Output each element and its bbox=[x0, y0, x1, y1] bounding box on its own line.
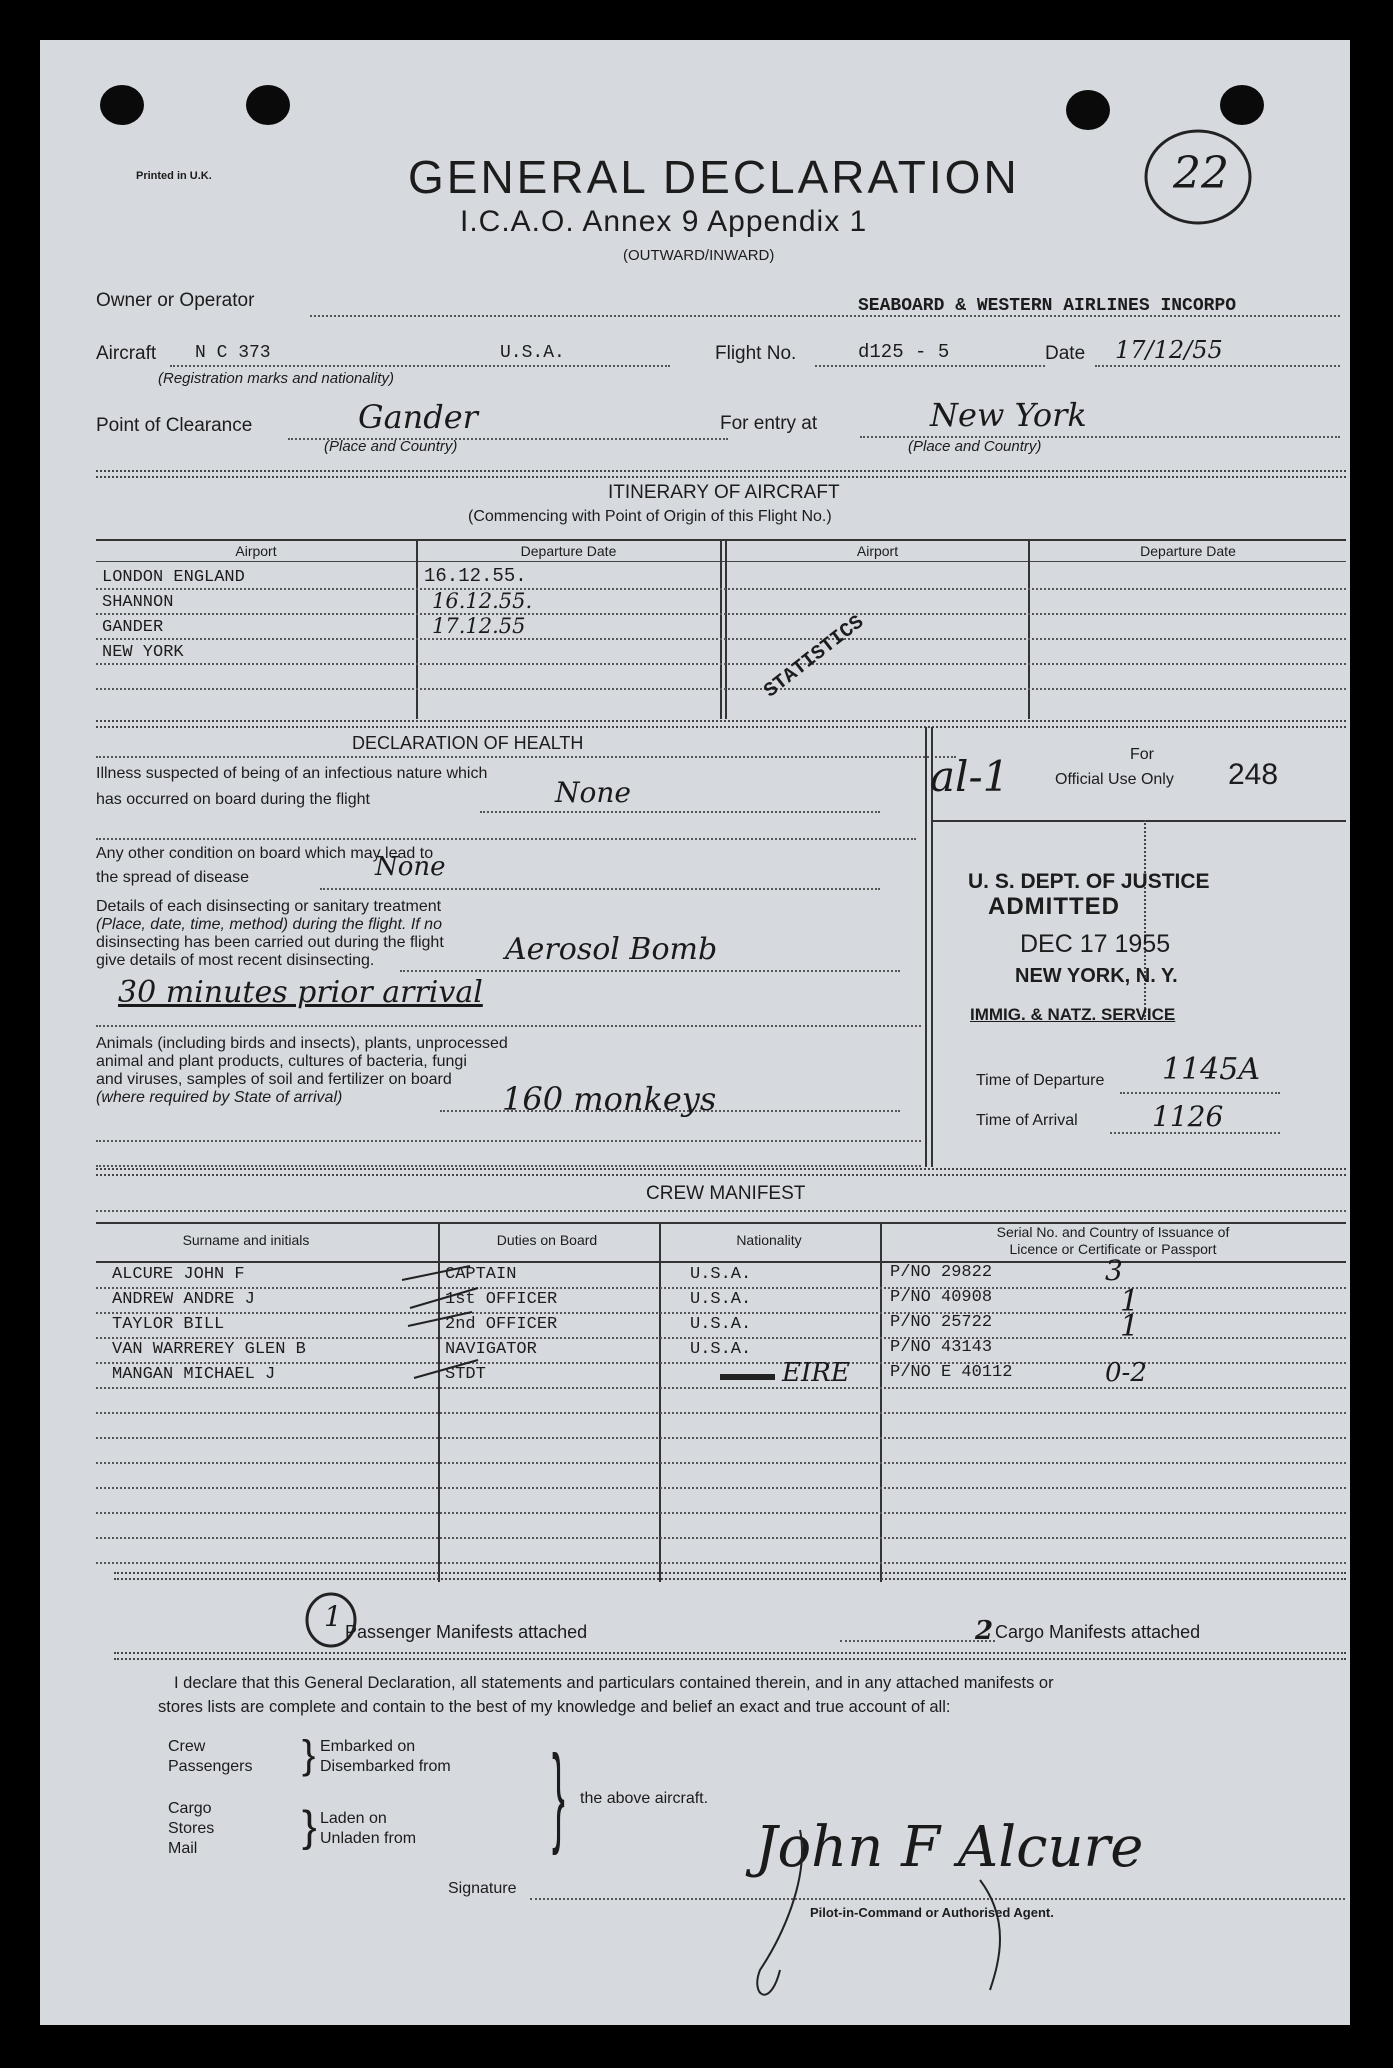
health-question-4c: and viruses, samples of soil and fertilizer on board bbox=[96, 1071, 452, 1088]
cargo-word: Cargo bbox=[168, 1800, 212, 1817]
health-question-3c: disinsecting has been carried out during the flight bbox=[96, 934, 444, 951]
official-number: 248 bbox=[1228, 758, 1279, 791]
itinerary-airport: GANDER bbox=[102, 618, 164, 637]
crew-mark: 0-2 bbox=[1105, 1358, 1147, 1388]
punch-hole bbox=[100, 85, 144, 125]
stamp-admitted: ADMITTED bbox=[988, 893, 1120, 920]
crew-serial: P/NO 25722 bbox=[890, 1313, 993, 1332]
itinerary-title: ITINERARY OF AIRCRAFT bbox=[608, 482, 840, 503]
disembarked-word: Disembarked from bbox=[320, 1758, 451, 1775]
crew-serial: P/NO 40908 bbox=[890, 1288, 993, 1307]
clearance-value: Gander bbox=[358, 398, 478, 436]
crew-duty: 2nd OFFICER bbox=[445, 1315, 558, 1334]
statistics-stamp: STATISTICS bbox=[760, 611, 869, 704]
declaration-line-1: I declare that this General Declaration, all statements and particulars contained therein, and in any attached manifests or bbox=[174, 1674, 1054, 1692]
crew-duty: STDT bbox=[445, 1365, 486, 1384]
entry-value: New York bbox=[930, 396, 1087, 434]
crew-mark: 1 bbox=[1120, 1309, 1140, 1344]
health-question-4b: animal and plant products, cultures of bacteria, fungi bbox=[96, 1053, 467, 1070]
stamp-dept: U. S. DEPT. OF JUSTICE bbox=[968, 870, 1210, 893]
health-answer-3b: 30 minutes prior arrival bbox=[118, 975, 483, 1010]
official-handwritten: al-1 bbox=[930, 752, 1010, 801]
crew-header-serial-2: Licence or Certificate or Passport bbox=[1009, 1241, 1217, 1257]
health-question-1b: has occurred on board during the flight bbox=[96, 791, 370, 808]
form-title: GENERAL DECLARATION bbox=[408, 151, 1020, 203]
crew-serial: P/NO E 40112 bbox=[890, 1363, 1013, 1382]
departure-value: 1145A bbox=[1162, 1052, 1261, 1087]
aircraft-nationality: U.S.A. bbox=[500, 343, 565, 363]
punch-hole bbox=[246, 85, 290, 125]
crew-header-serial: Serial No. and Country of Issuance of bbox=[996, 1224, 1230, 1240]
pilot-signature: John F Alcure bbox=[755, 1815, 1144, 1880]
passengers-word: Passengers bbox=[168, 1758, 253, 1775]
health-question-3d: give details of most recent disinsecting. bbox=[96, 952, 375, 969]
stamp-service: IMMIG. & NATZ. SERVICE bbox=[970, 1005, 1176, 1024]
page-number: 22 bbox=[1173, 148, 1229, 199]
unladen-word: Unladen from bbox=[320, 1830, 417, 1847]
health-question-3: Details of each disinsecting or sanitary treatment bbox=[96, 898, 442, 915]
itinerary-header-date-2: Departure Date bbox=[1140, 543, 1236, 559]
crew-nationality: EIRE bbox=[782, 1358, 850, 1388]
itinerary-header-airport: Airport bbox=[235, 543, 277, 559]
itinerary-subtitle: (Commencing with Point of Origin of this Flight No.) bbox=[468, 508, 832, 525]
health-question-3b: (Place, date, time, method) during the flight. If no bbox=[96, 916, 442, 933]
strike-through bbox=[720, 1374, 775, 1380]
crew-name: ALCURE JOHN F bbox=[112, 1265, 245, 1284]
itinerary-date: 16.12.55. bbox=[424, 565, 527, 587]
crew-header-duties: Duties on Board bbox=[496, 1232, 598, 1248]
declaration-form: Printed in U.K. GENERAL DECLARATION I.C.A.O. Annex 9 Appendix 1 (OUTWARD/INWARD) 22 Owner or Operator SEABOARD & WESTERN AIRLINES INCORPO Aircraft N C 373 U.S.A. (Registration marks and nationality) Flight No. d125 - 5 Date 17/12/55 Point of Clearance Gander (Place and Country) For entry at New York (Place and Country) ITINERARY OF AIRCRAFT (Commencing with Point of Origin of this Flight No.) Airport Departure Date Airport Departure Date LONDON ENGLAND 16.12.55. SHANNON 16.12.55. GANDER 17.12.55 NEW YORK STATISTICS DECLARATION OF HEALTH Illness suspected of being of an infectious nature which has occurred on board during the flight None Any other condition on board which may lead to the spread of disease None Details of each disinsecting or sanitary treatment (Place, date, time, method) during the flight. If no disinsecting has been carried out during the flight give details of most recent disinsecting. Aerosol Bomb 30 minutes prior arrival Animals (including birds and insects), plants, unprocessed animal and plant products, cultures of bacteria, fungi and viruses, samples of soil and fertilizer on board (where required by State of arrival) 160 monkeys al-1 For Official Use Only 248 U. S. DEPT. OF JUSTICE ADMITTED DEC 17 1955 NEW YORK, N. Y. IMMIG. & NATZ. SERVICE Time of Departure 1145A Time of Arrival 1126 CREW MANIFEST Surname and initials Duties on Board Nationality Serial No. and Country of Issuance of Licence or Certificate or Passport ALCURE JOHN F CAPTAIN U.S.A. P/NO 29822 3 ANDREW ANDRE J 1st OFFICER U.S.A. P/NO 40908 1 TAYLOR BILL 2nd OFFICER U.S.A. P/NO 25722 1 VAN WARREREY GLEN B NAVIGATOR U.S.A. P/NO 43143 MANGAN MICHAEL J STDT EIRE P/NO E 40112 0-2 1 Passenger Manifests attached 2 Cargo Manifests attached I declare that this General Declaration, all statements and particulars contained therein, and in any attached manifests or stores lists are complete and contain to the best of my knowledge and belief an exact and true account of all: Crew Passengers } Embarked on Disembarked from Cargo Stores Mail } Laden on Unladen from } the above aircraft. Signature John F Alcure Pilot-in-Command or Authorised Agent. bbox=[40, 40, 1350, 2025]
crew-mark: 3 bbox=[1105, 1254, 1123, 1287]
crew-duty: NAVIGATOR bbox=[445, 1340, 537, 1359]
crew-mark: 1 bbox=[1120, 1284, 1140, 1319]
form-subtitle: I.C.A.O. Annex 9 Appendix 1 bbox=[460, 205, 868, 238]
arrival-label: Time of Arrival bbox=[976, 1112, 1078, 1129]
aircraft-label: Aircraft bbox=[96, 343, 157, 364]
health-answer-1: None bbox=[555, 776, 631, 809]
crew-duty: CAPTAIN bbox=[445, 1265, 517, 1284]
above-aircraft: the above aircraft. bbox=[580, 1790, 709, 1807]
declaration-line-2: stores lists are complete and contain to the best of my knowledge and belief an exact and true account of all: bbox=[158, 1698, 951, 1716]
aircraft-caption: (Registration marks and nationality) bbox=[158, 370, 394, 387]
health-question-2: Any other condition on board which may lead to bbox=[96, 845, 434, 862]
stamp-date: DEC 17 1955 bbox=[1020, 930, 1171, 958]
departure-label: Time of Departure bbox=[976, 1072, 1105, 1089]
health-question-1: Illness suspected of being of an infectious nature which bbox=[96, 765, 488, 782]
health-question-4d: (where required by State of arrival) bbox=[96, 1089, 343, 1106]
itinerary-date: 16.12.55. bbox=[432, 589, 533, 613]
itinerary-date: 17.12.55 bbox=[432, 614, 526, 638]
crew-nationality: U.S.A. bbox=[690, 1265, 752, 1284]
itinerary-header-date: Departure Date bbox=[520, 543, 617, 559]
entry-label: For entry at bbox=[720, 413, 818, 434]
crew-serial: P/NO 43143 bbox=[890, 1338, 993, 1357]
owner-value: SEABOARD & WESTERN AIRLINES INCORPO bbox=[858, 296, 1237, 316]
health-answer-2: None bbox=[375, 852, 446, 882]
signature-flourish bbox=[740, 1820, 1040, 2020]
crew-word: Crew bbox=[168, 1738, 206, 1755]
crew-nationality: U.S.A. bbox=[690, 1290, 752, 1309]
cargo-count: 2 bbox=[975, 1616, 994, 1646]
embarked-word: Embarked on bbox=[320, 1738, 416, 1755]
pilot-caption: Pilot-in-Command or Authorised Agent. bbox=[810, 1905, 1054, 1920]
crew-name: MANGAN MICHAEL J bbox=[112, 1365, 276, 1384]
check-marks bbox=[400, 1248, 510, 1388]
stores-word: Stores bbox=[168, 1820, 215, 1837]
health-title: DECLARATION OF HEALTH bbox=[352, 733, 584, 753]
crew-title: CREW MANIFEST bbox=[646, 1183, 806, 1204]
crew-name: TAYLOR BILL bbox=[112, 1315, 225, 1334]
crew-name: ANDREW ANDRE J bbox=[112, 1290, 255, 1309]
itinerary-airport: SHANNON bbox=[102, 593, 174, 612]
date-value: 17/12/55 bbox=[1115, 336, 1223, 364]
flight-label: Flight No. bbox=[715, 343, 797, 364]
passenger-manifest-label: Passenger Manifests attached bbox=[345, 1622, 588, 1642]
itinerary-airport: NEW YORK bbox=[102, 643, 184, 662]
crew-duty: 1st OFFICER bbox=[445, 1290, 558, 1309]
itinerary-airport: LONDON ENGLAND bbox=[102, 568, 245, 587]
crew-nationality: U.S.A. bbox=[690, 1340, 752, 1359]
arrival-value: 1126 bbox=[1152, 1100, 1224, 1133]
direction-note: (OUTWARD/INWARD) bbox=[623, 247, 775, 264]
crew-header-name: Surname and initials bbox=[182, 1232, 310, 1248]
clearance-label: Point of Clearance bbox=[96, 415, 253, 436]
crew-nationality: U.S.A. bbox=[690, 1315, 752, 1334]
owner-label: Owner or Operator bbox=[96, 290, 255, 311]
health-question-2b: the spread of disease bbox=[96, 869, 249, 886]
crew-header-nationality: Nationality bbox=[736, 1232, 802, 1248]
punch-hole bbox=[1220, 85, 1264, 125]
clearance-caption: (Place and Country) bbox=[324, 438, 458, 455]
entry-caption: (Place and Country) bbox=[908, 438, 1042, 455]
laden-word: Laden on bbox=[320, 1810, 387, 1827]
signature-label: Signature bbox=[448, 1880, 517, 1897]
health-question-4: Animals (including birds and insects), plants, unprocessed bbox=[96, 1035, 508, 1052]
mail-word: Mail bbox=[168, 1840, 198, 1857]
passenger-count: 1 bbox=[324, 1600, 342, 1633]
aircraft-value: N C 373 bbox=[195, 343, 271, 363]
official-label: Official Use Only bbox=[1055, 771, 1174, 788]
date-label: Date bbox=[1045, 343, 1086, 364]
cargo-manifest-label: Cargo Manifests attached bbox=[995, 1622, 1201, 1642]
health-answer-3a: Aerosol Bomb bbox=[505, 932, 718, 967]
flight-value: d125 - 5 bbox=[858, 341, 950, 363]
printed-note: Printed in U.K. bbox=[136, 170, 212, 182]
crew-serial: P/NO 29822 bbox=[890, 1263, 993, 1282]
stamp-place: NEW YORK, N. Y. bbox=[1015, 965, 1178, 987]
health-answer-4: 160 monkeys bbox=[502, 1080, 717, 1118]
official-for: For bbox=[1130, 746, 1154, 763]
itinerary-header-airport-2: Airport bbox=[856, 543, 899, 559]
crew-name: VAN WARREREY GLEN B bbox=[112, 1340, 306, 1359]
punch-hole bbox=[1066, 90, 1110, 130]
